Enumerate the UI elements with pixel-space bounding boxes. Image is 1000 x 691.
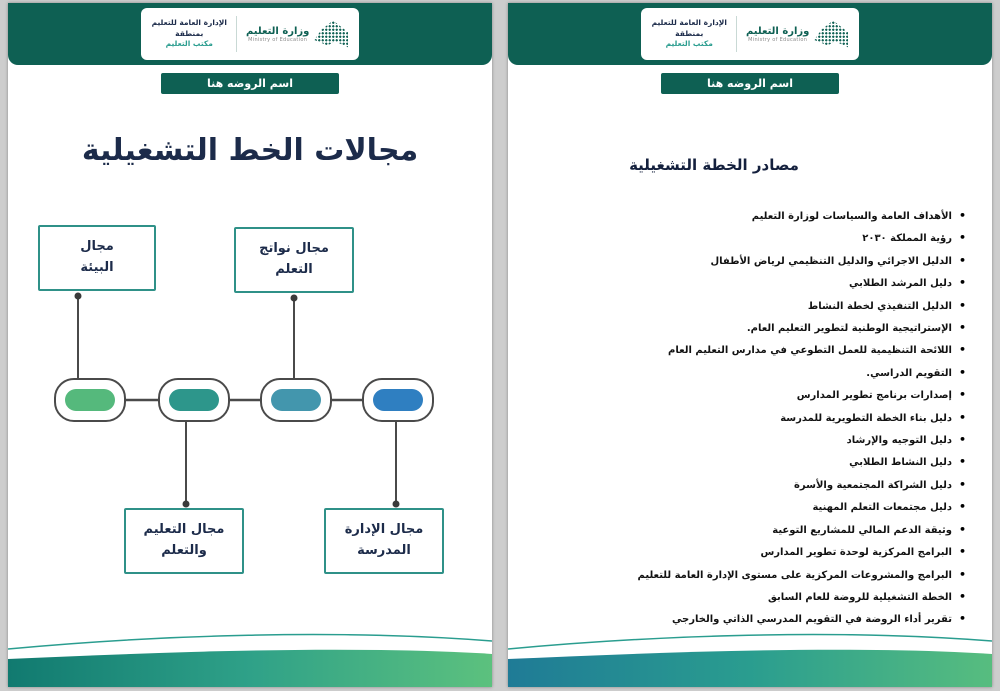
footer-wave	[8, 629, 492, 687]
connector-dot	[183, 501, 190, 508]
header-band	[8, 3, 492, 65]
diagram-box-line: التعلم	[275, 262, 313, 277]
org-line2: بمنطقة	[175, 28, 204, 38]
diagram-box-line: مجال	[80, 239, 114, 255]
footer-swoosh-line	[508, 635, 992, 649]
letterhead-divider	[736, 16, 737, 52]
kindergarten-name-ribbon: اسم الروضه هنا	[661, 73, 839, 94]
letterhead	[141, 8, 359, 60]
source-item: • دليل النشاط الطلابي	[544, 451, 966, 473]
letterhead-divider	[236, 16, 237, 52]
source-item: • التقويم الدراسي.	[544, 362, 966, 384]
diagram-box-line: المدرسة	[357, 543, 411, 558]
source-item: • دليل بناء الخطة التطويرية للمدرسة	[544, 407, 966, 429]
ministry-name-english: Ministry of Education	[748, 36, 808, 43]
ministry-logo	[246, 21, 348, 48]
diagram-box-line: مجال التعليم	[143, 522, 225, 538]
connector-dot	[75, 293, 82, 300]
source-item: • دليل مجتمعات التعلم المهنية	[544, 496, 966, 518]
pill-school-administration	[373, 389, 423, 411]
diagram-box-teaching-learning	[124, 508, 244, 574]
source-item: • الخطة التشغيلية للروضة للعام السابق	[544, 586, 966, 608]
diagram-box-learning-outcomes	[234, 227, 354, 293]
operational-areas-diagram	[8, 215, 492, 585]
source-item: • البرامج والمشروعات المركزية على مستوى الإدارة العامة للتعليم	[544, 564, 966, 586]
org-line2: بمنطقة	[675, 28, 704, 38]
sources-list	[544, 205, 966, 631]
ministry-logo-text	[246, 26, 309, 43]
source-item: • دليل التوجيه والإرشاد	[544, 429, 966, 451]
source-item: • رؤية المملكة ٢٠٣٠	[544, 227, 966, 249]
source-item: • البرامج المركزية لوحدة تطوير المدارس	[544, 541, 966, 563]
source-item: • الأهداف العامة والسياسات لوزارة التعليم	[544, 205, 966, 227]
ministry-emblem-icon	[314, 21, 348, 48]
page-title-areas: مجالات الخط التشغيلية	[81, 133, 419, 168]
org-line3: مكتب التعليم	[665, 39, 713, 49]
source-item: • اللائحة التنظيمية للعمل التطوعي في مدارس التعليم العام	[544, 339, 966, 361]
org-line1: الإدارة العامة للتعليم	[151, 18, 227, 28]
org-text	[152, 18, 227, 50]
page-left	[8, 3, 492, 687]
diagram-box-line: البيئة	[80, 260, 114, 275]
ministry-logo-text	[746, 26, 809, 43]
source-item: • إصدارات برنامج تطوير المدارس	[544, 384, 966, 406]
ministry-name-english: Ministry of Education	[248, 36, 308, 43]
diagram-box-line: مجال نواتج	[259, 241, 329, 257]
pill-learning-outcomes	[271, 389, 321, 411]
pill-teaching-learning	[169, 389, 219, 411]
org-line3: مكتب التعليم	[165, 39, 213, 49]
source-item: • وثيقة الدعم المالي للمشاريع التوعية	[544, 519, 966, 541]
diagram-box-school-administration	[324, 508, 444, 574]
diagram-box-line: والتعلم	[161, 543, 207, 558]
kindergarten-name-ribbon: اسم الروضه هنا	[161, 73, 339, 94]
diagram-box-line: مجال الإدارة	[344, 522, 424, 538]
pill-environment	[65, 389, 115, 411]
page-right	[508, 3, 992, 687]
header-band	[508, 3, 992, 65]
diagram-box-environment	[38, 225, 156, 291]
footer-wave	[508, 629, 992, 687]
source-item: • الدليل التنفيذي لخطة النشاط	[544, 295, 966, 317]
source-item: • الإستراتيجية الوطنية لتطوير التعليم العام.	[544, 317, 966, 339]
source-item: • الدليل الاجرائي والدليل التنظيمي لرياض الأطفال	[544, 250, 966, 272]
ministry-name-arabic: وزارة التعليم	[245, 25, 310, 37]
source-item: • دليل الشراكة المجتمعية والأسرة	[544, 474, 966, 496]
source-item: • تقرير أداء الروضة في التقويم المدرسي الذاتي والخارجي	[544, 608, 966, 630]
org-text	[652, 18, 727, 50]
footer-band	[8, 650, 492, 687]
page-title-sources: مصادر الخطة التشغيلية	[629, 156, 799, 174]
footer-swoosh-line	[8, 635, 492, 649]
connector-dot	[393, 501, 400, 508]
org-line1: الإدارة العامة للتعليم	[651, 18, 727, 28]
source-item: • دليل المرشد الطلابي	[544, 272, 966, 294]
ministry-emblem-icon	[814, 21, 848, 48]
connector-dot	[291, 295, 298, 302]
ministry-logo	[746, 21, 848, 48]
ministry-name-arabic: وزارة التعليم	[745, 25, 810, 37]
letterhead	[641, 8, 859, 60]
footer-band	[508, 650, 992, 687]
